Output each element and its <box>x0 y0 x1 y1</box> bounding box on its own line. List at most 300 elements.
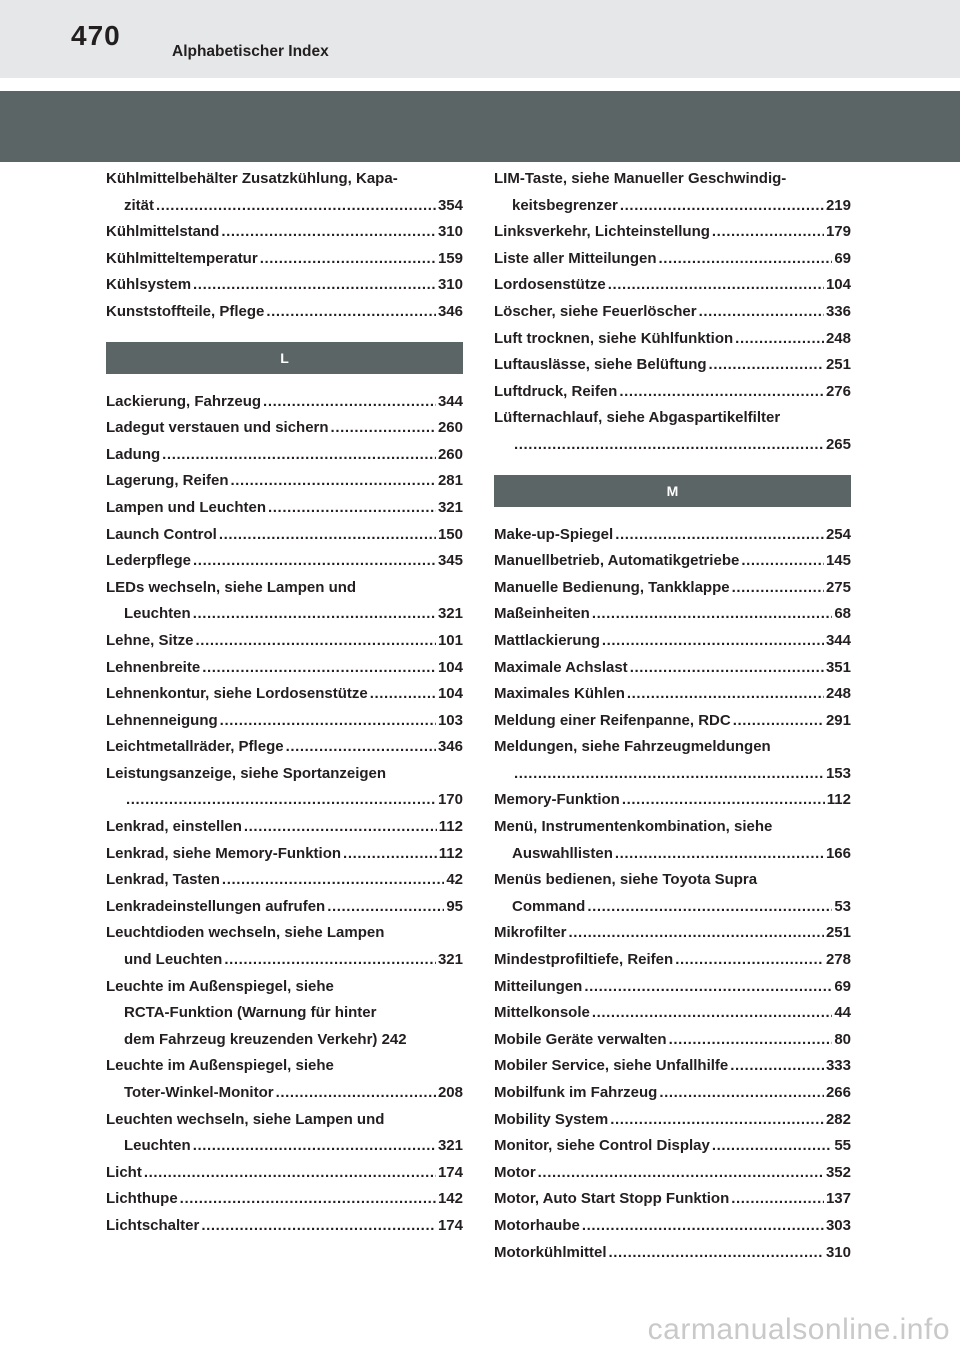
index-entry-line <box>494 379 851 406</box>
dot-leader <box>735 326 824 353</box>
index-entry <box>106 246 463 273</box>
dot-leader <box>196 628 436 655</box>
dot-leader <box>732 575 824 602</box>
dot-leader <box>370 681 436 708</box>
dot-leader <box>263 389 436 416</box>
entry-label: Command <box>512 897 586 915</box>
index-entry <box>494 1027 851 1054</box>
index-entry <box>106 548 463 575</box>
page-ref: 219 <box>825 196 851 214</box>
index-entry <box>106 299 463 326</box>
entry-label: Licht <box>106 1163 142 1181</box>
watermark: carmanualsonline.info <box>647 1313 950 1346</box>
entry-label: Make-up-Spiegel <box>494 525 614 543</box>
entry-label: Meldungen, siehe Fahrzeugmeldungen <box>494 738 771 756</box>
index-entry <box>494 272 851 299</box>
entry-label: dem Fahrzeug kreuzenden Verkehr) 242 <box>124 1030 407 1048</box>
index-entry-line <box>106 1107 463 1134</box>
entry-label: Leuchten wechseln, siehe Lampen und <box>106 1110 385 1128</box>
index-entry <box>106 495 463 522</box>
entry-label: Menüs bedienen, siehe Toyota Supra <box>494 871 758 889</box>
page-ref: 137 <box>825 1190 851 1208</box>
index-entry <box>494 708 851 735</box>
dot-leader <box>180 1186 436 1213</box>
entry-label: Mobiler Service, siehe Unfallhilfe <box>494 1057 729 1075</box>
index-entry <box>494 352 851 379</box>
index-entry <box>494 655 851 682</box>
entry-label: Memory-Funktion <box>494 791 620 809</box>
entry-label: zität <box>124 196 154 214</box>
index-entry <box>494 867 851 920</box>
entry-label: Luft trocknen, siehe Kühlfunktion <box>494 329 734 347</box>
index-entry <box>106 1213 463 1240</box>
page-ref: 354 <box>437 196 463 214</box>
entry-label: Motor <box>494 1163 536 1181</box>
page-ref: 112 <box>438 844 463 862</box>
index-entry-line <box>106 548 463 575</box>
dot-leader <box>609 1240 824 1267</box>
index-entry-line <box>106 575 463 602</box>
entry-label: Mattlackierung <box>494 631 600 649</box>
index-entry-line <box>106 814 463 841</box>
index-entry-line <box>106 1053 463 1080</box>
dot-leader <box>620 193 824 220</box>
dot-leader <box>610 1107 824 1134</box>
page-ref: 150 <box>437 525 463 543</box>
index-entry-line <box>494 1160 851 1187</box>
dot-leader <box>201 1213 436 1240</box>
index-entry <box>106 1107 463 1160</box>
index-entry <box>106 272 463 299</box>
entry-label: Lehnenneigung <box>106 711 218 729</box>
entry-label: Lenkrad, einstellen <box>106 818 242 836</box>
page-ref: 310 <box>437 276 463 294</box>
page-ref: 260 <box>437 419 463 437</box>
index-entry-line <box>106 734 463 761</box>
entry-label: Leuchtdioden wechseln, siehe Lampen <box>106 924 385 942</box>
page-ref: 251 <box>825 356 851 374</box>
dot-leader <box>602 628 824 655</box>
dot-leader <box>231 468 436 495</box>
dot-leader <box>622 787 825 814</box>
letter-heading: L <box>106 342 463 374</box>
dot-leader <box>608 272 824 299</box>
page-ref: 266 <box>825 1084 851 1101</box>
dot-leader <box>569 920 824 947</box>
entry-label: Lehnenbreite <box>106 658 201 676</box>
entry-label: Maximale Achslast <box>494 658 628 676</box>
dot-leader <box>222 867 444 894</box>
index-entry-line <box>494 655 851 682</box>
index-entry-line <box>106 1080 463 1107</box>
page-ref: 55 <box>834 1137 851 1155</box>
page-ref: 174 <box>437 1163 463 1181</box>
page-ref: 282 <box>825 1110 851 1128</box>
entry-label: Mobilfunk im Fahrzeug <box>494 1084 658 1101</box>
page-ref: 166 <box>825 844 851 862</box>
page-ref: 344 <box>825 631 851 649</box>
page-ref: 278 <box>825 951 851 969</box>
dot-leader <box>615 522 824 549</box>
index-entry-line <box>494 326 851 353</box>
index-entry <box>106 841 463 868</box>
index-entry-line <box>106 193 463 220</box>
entry-label: Manuelle Bedienung, Tankklappe <box>494 578 730 596</box>
index-entry <box>494 974 851 1001</box>
dot-leader <box>659 246 833 273</box>
index-entry-line <box>106 947 463 974</box>
index-entry <box>494 1000 851 1027</box>
page-ref: 346 <box>437 302 463 320</box>
index-entry <box>494 246 851 273</box>
index-entry-line <box>494 1000 851 1027</box>
index-entry-line <box>494 601 851 628</box>
index-entry-line <box>106 628 463 655</box>
index-entry <box>106 734 463 761</box>
dot-leader <box>584 974 832 1001</box>
entry-label: Leichtmetallräder, Pflege <box>106 738 284 756</box>
index-entry-line <box>106 1213 463 1240</box>
dot-leader <box>538 1160 824 1187</box>
dot-leader <box>733 708 824 735</box>
entry-label: Lenkradeinstellungen aufrufen <box>106 897 326 915</box>
dot-leader <box>615 841 824 868</box>
index-entry-line <box>494 734 851 761</box>
index-entry <box>494 1213 851 1240</box>
index-entry <box>494 1107 851 1134</box>
dot-leader <box>741 548 824 575</box>
index-entry-line <box>494 787 851 814</box>
dot-leader <box>219 522 436 549</box>
index-entry-line <box>106 1000 463 1027</box>
dot-leader <box>675 947 824 974</box>
entry-label: RCTA-Funktion (Warnung für hinter <box>124 1004 377 1022</box>
index-entry-line <box>494 947 851 974</box>
index-entry-line <box>494 548 851 575</box>
index-entry <box>106 894 463 921</box>
dot-leader <box>331 415 436 442</box>
index-entry-line <box>494 920 851 947</box>
entry-label: Lehnenkontur, siehe Lordosenstütze <box>106 685 368 703</box>
dot-leader <box>202 655 436 682</box>
index-entry-line <box>494 708 851 735</box>
dot-leader <box>276 1080 436 1107</box>
page-ref: 208 <box>437 1084 463 1101</box>
page-ref: 103 <box>437 711 463 729</box>
entry-label: Mindestprofiltiefe, Reifen <box>494 951 674 969</box>
index-entry <box>106 814 463 841</box>
index-entry-line <box>494 522 851 549</box>
entry-label: Lagerung, Reifen <box>106 472 229 490</box>
index-entry-line <box>494 841 851 868</box>
page-ref: 95 <box>446 897 463 915</box>
entry-label: LIM-Taste, siehe Manueller Geschwindig- <box>494 170 787 187</box>
entry-label: Motorkühlmittel <box>494 1243 607 1261</box>
dot-leader <box>712 219 824 246</box>
index-column-right <box>494 166 851 1266</box>
index-entry-line <box>494 272 851 299</box>
index-entry-line <box>106 495 463 522</box>
page-ref: 345 <box>437 552 463 570</box>
dot-leader <box>327 894 444 921</box>
page-ref: 291 <box>825 711 851 729</box>
dot-leader <box>144 1160 436 1187</box>
entry-label: Kühlsystem <box>106 276 192 294</box>
page-ref: 142 <box>437 1190 463 1208</box>
dot-leader <box>343 841 437 868</box>
index-entry-line <box>494 761 851 788</box>
index-entry <box>494 1240 851 1267</box>
index-entry-line <box>494 1133 851 1160</box>
dot-leader <box>193 601 436 628</box>
index-entry <box>106 867 463 894</box>
dot-leader <box>126 787 436 814</box>
index-entry <box>106 219 463 246</box>
entry-label: Motor, Auto Start Stopp Funktion <box>494 1190 730 1208</box>
entry-label: Maximales Kühlen <box>494 685 625 703</box>
index-entry-line <box>106 655 463 682</box>
index-entry <box>494 1186 851 1213</box>
dot-leader <box>514 761 824 788</box>
page-ref: 346 <box>437 738 463 756</box>
dot-leader <box>193 272 436 299</box>
page-ref: 352 <box>825 1163 851 1181</box>
page-ref: 310 <box>437 223 463 241</box>
dot-leader <box>266 299 436 326</box>
entry-label: Luftdruck, Reifen <box>494 382 618 400</box>
index-entry-line <box>494 219 851 246</box>
entry-label: Lordosenstütze <box>494 276 606 294</box>
page-ref: 310 <box>825 1243 851 1261</box>
page-ref: 68 <box>834 605 851 623</box>
index-entry-line <box>494 867 851 894</box>
dot-leader <box>268 495 436 522</box>
index-entry <box>494 1133 851 1160</box>
index-entry-line <box>106 468 463 495</box>
index-entry <box>494 814 851 867</box>
index-entry <box>494 1080 851 1107</box>
page-ref: 104 <box>825 276 851 294</box>
page-ref: 254 <box>825 525 851 543</box>
entry-label: Kühlmittelstand <box>106 223 220 241</box>
index-entry <box>494 920 851 947</box>
entry-label: Kunststoffteile, Pflege <box>106 302 265 320</box>
index-entry-line <box>494 299 851 326</box>
entry-label: Auswahllisten <box>512 844 613 862</box>
dot-leader <box>630 655 824 682</box>
page-ref: 69 <box>834 977 851 995</box>
index-entry <box>494 575 851 602</box>
page-ref: 104 <box>437 658 463 676</box>
index-entry-line <box>106 299 463 326</box>
page-ref: 336 <box>825 302 851 320</box>
header-band <box>0 91 960 162</box>
dot-leader <box>286 734 436 761</box>
index-entry <box>106 708 463 735</box>
index-entry <box>494 947 851 974</box>
index-entry <box>494 734 851 787</box>
page-ref: 101 <box>437 631 463 649</box>
dot-leader <box>220 708 436 735</box>
page-ref: 321 <box>437 498 463 516</box>
entry-label: Maßeinheiten <box>494 605 590 623</box>
entry-label: Lehne, Sitze <box>106 631 194 649</box>
index-entry <box>494 219 851 246</box>
dot-leader <box>193 548 436 575</box>
page-ref: 333 <box>825 1057 851 1075</box>
page-ref: 260 <box>437 445 463 463</box>
entry-label: und Leuchten <box>124 951 223 969</box>
index-entry-line <box>494 1186 851 1213</box>
entry-label: Löscher, siehe Feuerlöscher <box>494 302 697 320</box>
index-entry <box>106 166 463 219</box>
index-entry-line <box>494 352 851 379</box>
index-entry <box>106 468 463 495</box>
page-ref: 248 <box>825 685 851 703</box>
index-entry <box>106 655 463 682</box>
entry-label: Mikrofilter <box>494 924 567 942</box>
entry-label: Lichthupe <box>106 1190 178 1208</box>
index-entry-line <box>106 867 463 894</box>
index-entry <box>494 326 851 353</box>
index-entry <box>106 522 463 549</box>
page-ref: 351 <box>825 658 851 676</box>
entry-label: Motorhaube <box>494 1216 580 1234</box>
entry-label: Lackierung, Fahrzeug <box>106 392 262 410</box>
page-ref: 170 <box>437 791 463 809</box>
entry-label: Leuchten <box>124 1137 191 1155</box>
entry-label: Linksverkehr, Lichteinstellung <box>494 223 710 241</box>
index-entry-line <box>106 219 463 246</box>
index-entry-line <box>494 575 851 602</box>
page-ref: 321 <box>437 951 463 969</box>
index-entry-line <box>494 628 851 655</box>
entry-label: Lederpflege <box>106 552 192 570</box>
page-ref: 303 <box>825 1216 851 1234</box>
index-entry <box>494 299 851 326</box>
entry-label: Mobile Geräte verwalten <box>494 1030 667 1048</box>
index-entry-line <box>106 522 463 549</box>
dot-leader <box>162 442 436 469</box>
entry-label: Toter-Winkel-Monitor <box>124 1084 274 1101</box>
page-number: 470 <box>71 20 121 51</box>
index-entry-line <box>106 974 463 1001</box>
index-entry-line <box>106 389 463 416</box>
entry-label: Leuchte im Außenspiegel, siehe <box>106 1057 334 1075</box>
entry-label: Leistungsanzeige, siehe Sportanzeigen <box>106 764 387 782</box>
page-ref: 251 <box>825 924 851 942</box>
dot-leader <box>156 193 436 220</box>
dot-leader <box>592 1000 832 1027</box>
index-entry <box>106 628 463 655</box>
dot-leader <box>731 1186 824 1213</box>
index-entry-line <box>494 681 851 708</box>
index-entry-line <box>494 814 851 841</box>
entry-label: Mitteilungen <box>494 977 583 995</box>
dot-leader <box>730 1053 824 1080</box>
page-ref: 42 <box>446 871 463 889</box>
index-entry <box>106 575 463 628</box>
page-ref: 179 <box>825 223 851 241</box>
page-ref: 69 <box>834 249 851 267</box>
entry-label: LEDs wechseln, siehe Lampen und <box>106 578 357 596</box>
entry-label: Luftauslässe, siehe Belüftung <box>494 356 707 374</box>
entry-label: Mittelkonsole <box>494 1004 590 1022</box>
index-entry <box>106 1160 463 1187</box>
index-entry-line <box>106 442 463 469</box>
dot-leader <box>260 246 436 273</box>
index-entry-line <box>494 974 851 1001</box>
page-ref: 112 <box>826 791 851 809</box>
dot-leader <box>619 379 824 406</box>
dot-leader <box>193 1133 436 1160</box>
letter-heading: M <box>494 475 851 507</box>
entry-label: Lüfternachlauf, siehe Abgaspartikelfilter <box>494 409 781 427</box>
page-ref: 265 <box>825 435 851 453</box>
index-entry <box>494 166 851 219</box>
index-entry <box>494 787 851 814</box>
index-entry <box>494 379 851 406</box>
dot-leader <box>712 1133 832 1160</box>
dot-leader <box>592 601 832 628</box>
entry-label: Meldung einer Reifenpanne, RDC <box>494 711 731 729</box>
dot-leader <box>669 1027 833 1054</box>
entry-label: Leuchten <box>124 605 191 623</box>
entry-label: Lenkrad, Tasten <box>106 871 220 889</box>
entry-label: Menü, Instrumentenkombination, siehe <box>494 818 773 836</box>
index-entry-line <box>106 761 463 788</box>
index-entry <box>494 522 851 549</box>
page-ref: 344 <box>437 392 463 410</box>
entry-label: keitsbegrenzer <box>512 196 618 214</box>
index-entry-line <box>106 1027 463 1054</box>
index-entry <box>106 389 463 416</box>
entry-label: Leuchte im Außenspiegel, siehe <box>106 977 334 995</box>
index-entry <box>106 974 463 1054</box>
entry-label: Liste aller Mitteilungen <box>494 249 657 267</box>
index-entry-line <box>494 894 851 921</box>
entry-label: Lenkrad, siehe Memory-Funktion <box>106 844 342 862</box>
index-entry-line <box>106 920 463 947</box>
index-entry-line <box>106 681 463 708</box>
index-entry-line <box>494 1027 851 1054</box>
entry-label: Ladegut verstauen und sichern <box>106 419 329 437</box>
index-entry-line <box>106 415 463 442</box>
index-entry-line <box>494 1053 851 1080</box>
entry-label: Launch Control <box>106 525 217 543</box>
index-entry-line <box>106 272 463 299</box>
entry-label: Ladung <box>106 445 161 463</box>
entry-label: Lampen und Leuchten <box>106 498 267 516</box>
index-entry <box>494 601 851 628</box>
index-entry <box>494 1160 851 1187</box>
index-entry <box>106 681 463 708</box>
index-entry-line <box>106 1133 463 1160</box>
index-entry <box>494 1053 851 1080</box>
dot-leader <box>659 1080 824 1107</box>
index-entry <box>106 1186 463 1213</box>
entry-label: Mobility System <box>494 1110 609 1128</box>
page-ref: 275 <box>825 578 851 596</box>
entry-label: Kühlmitteltemperatur <box>106 249 258 267</box>
dot-leader <box>699 299 824 326</box>
index-entry <box>106 1053 463 1106</box>
index-entry-line <box>494 1213 851 1240</box>
index-entry-line <box>106 841 463 868</box>
page-ref: 159 <box>437 249 463 267</box>
dot-leader <box>582 1213 824 1240</box>
entry-label: Lichtschalter <box>106 1216 200 1234</box>
